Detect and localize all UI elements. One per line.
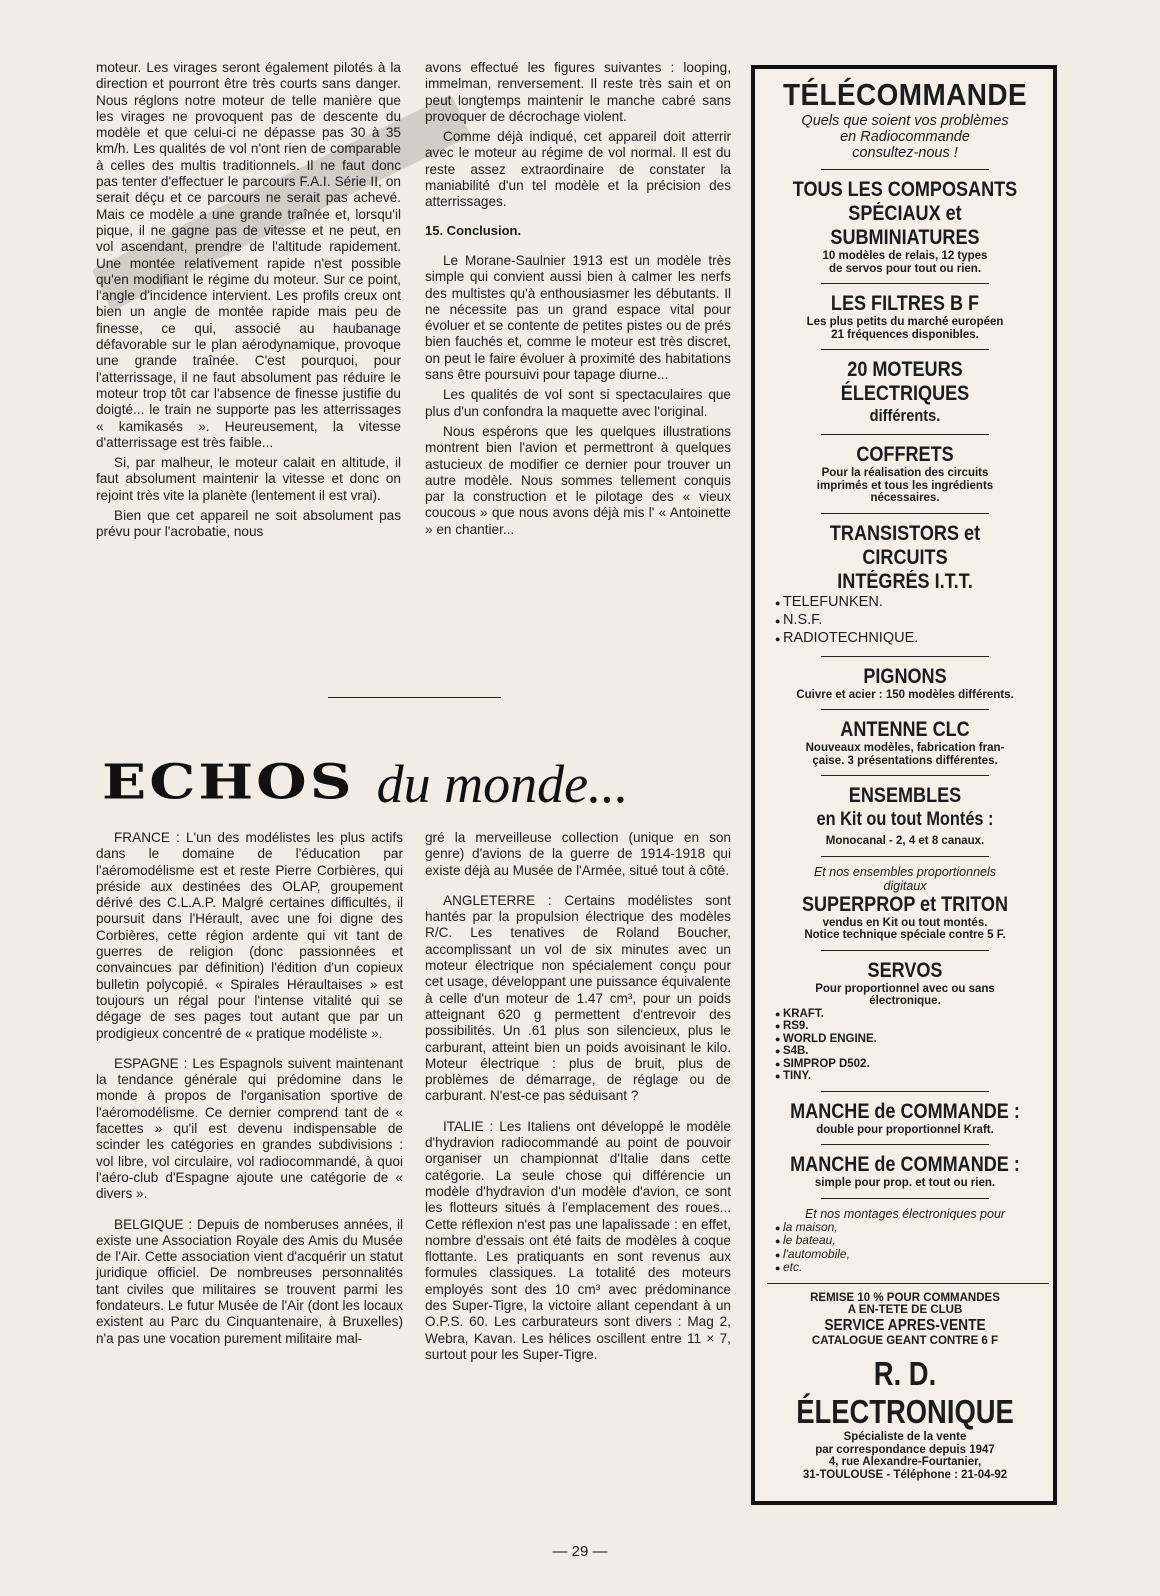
ad-subtext: Spécialiste de la vente (843, 1431, 967, 1443)
advertisement-box (751, 65, 1057, 1505)
ad-subtext: CATALOGUE GEANT CONTRE 6 F (811, 1334, 999, 1347)
ad-subtext: çaise. 3 présentations différentes. (812, 754, 998, 767)
ad-subtext: Et nos montages électroniques pour (804, 1206, 1006, 1221)
ad-subtext: par correspondance depuis 1947 (815, 1443, 995, 1456)
ad-divider (821, 513, 989, 514)
ad-heading: TRANSISTORS et CIRCUITS (829, 521, 981, 569)
transistor-brand-list (767, 594, 1043, 648)
ad-heading: SERVOS (867, 958, 943, 982)
article-paragraph: moteur. Les virages seront également pilotés à la direction et pourront être très courts sans danger. Nous réglons notre moteur de telle manière que les virages ne provoquent pas de descente du modèle et que celui-ci ne dépasse pas 30 à 35 km/h. Les qualités de vol n'ont rien de comparable à celles des multis traditionnels. Il ne faut donc pas tenter d'effectuer le parcours F.A.I. Série II, on serait déçu et ce parcours ne serait pas achevé. Mais ce modèle a une grande traînée et, lorsqu'il pique, il ne gagne pas de vitesse et ne peut, en vol ascendant, prendre de l'altitude rapidement. Une montée relativement rapide n'est possible qu'en modifiant le régime du moteur. Sur ce point, l'angle d'incidence intervient. Les profils creux ont bien un angle de montée rapide mais peu de finesse, ce qui, associé au haubanage défavorable sur le plan aérodynamique, provoque une grande traînée. C'est pourquoi, pour l'atterrissage, il ne faut absolument pas réduire le moteur trop tôt car l'absence de finesse justifie du doigté... le train ne supporte pas les atterrissages « kamikasés ». Heureusement, la vitesse d'atterrissage est très faible... (96, 60, 401, 450)
ad-subtext: Pour proportionnel avec ou sans (815, 982, 995, 995)
list-item: ● KRAFT. (775, 1008, 1043, 1021)
ad-subtext: Notice technique spéciale contre 5 F. (804, 929, 1006, 941)
section-heading: 15. Conclusion. (425, 222, 522, 238)
echos-paragraph: ITALIE : Les Italiens ont développé le modèle d'hydravion radiocommandé au point de pouvoir organiser un championnat d'Italie dans cette catégorie. La seule chose qui différencie un modèle d'hydravion d'un modèle d'avion, ce sont les flotteurs situés à l'emplacement des roues... Cette réflexion n'est pas une lapalissade : en effet, nombre d'essais ont été faits de modèles à coque flottante. Les pratiquants en sont revenus aux formules classiques. La totalité des moteurs employés sont des 10 cm³ avec prédominance des Super-Tigre, la victoire allant cependant à un O.P.S. 60. Les carburateurs sont divers : Mag 2, Webra, Kavan. Les hélices oscillent entre 11 × 7, surtout pour les Super-Tigre. (425, 1118, 731, 1362)
ad-intro-line: Quels que soient vos problèmes (801, 113, 1009, 129)
ad-heading: ENSEMBLES (848, 784, 962, 807)
article-paragraph: avons effectué les figures suivantes : looping, immelman, renversement. Il reste très sain et on peut longtemps maintenir le manche cabré sans provoquer de décrochage violent. (425, 60, 731, 124)
list-item: ● WORLD ENGINE. (775, 1033, 1043, 1046)
montage-list (767, 1221, 1043, 1275)
ad-heading: SUPERPROP et TRITON (801, 892, 1009, 916)
ad-heading: 20 MOTEURS ÉLECTRIQUES (840, 358, 970, 405)
echos-paragraph: FRANCE : L'un des modélistes les plus actifs dans le domaine de l'éducation par l'aéromodélisme est et reste Pierre Corbières, qui préside aux destinées des OLAP, groupement dérivé des C.L.A.P. Malgré certaines difficultés, il poursuit dans l'Hérault, avec une foi digne des Corbières, cette région ardente qui vit tant de guerres de religion (donc passionnées et convaincues par définition) l'édition d'un copieux bulletin polycopié. « Spirales Héraultaises » est toujours un régal pour l'intense vitalité qui se dégage de ses pages tout autant que par un prodigieux concentré de « pratique modéliste ». (96, 830, 403, 1041)
ad-heading: SERVICE APRES-VENTE (824, 1316, 986, 1334)
ad-subtext: 31-TOULOUSE - Téléphone : 21-04-92 (802, 1468, 1008, 1481)
article-paragraph: Comme déjà indiqué, cet appareil doit atterrir avec le moteur au régime de vol normal. Il est du reste assez extraordinaire de constater la maniabilité d'un tel modèle et la précision des atterrissages. (425, 129, 731, 210)
echos-paragraph: BELGIQUE : Depuis de nomberuses années, il existe une Association Royale des Amis du Musée de l'Air. Cette association vient d'acquérir un statut juridique officiel. De nombreuses personnalités tant civiles que militaires se trouvent parmi les fondateurs. Le futur Musée de l'Air (dont les locaux existent au Parc du Cinquantenaire, à Bruxelles) n'a pas une vocation purement militaire mal- (96, 1216, 403, 1346)
ad-subtext: Les plus petits du marché européen (806, 316, 1004, 328)
ad-divider (821, 283, 989, 284)
ad-heading: MANCHE de COMMANDE : (790, 1099, 1020, 1123)
article-paragraph: Nous espérons que les quelques illustrations montrent bien l'avion et permettront à quelques astucieux de modifier ce dernier pour trouver un autre modèle. Nous sommes tellement conquis par la construction et le pilotage des « vieux coucous » que nous avons déjà mis l' « Antoinette » en chantier... (425, 423, 731, 537)
ad-divider (821, 1198, 989, 1199)
ad-subtext: vendus en Kit ou tout montés. (822, 916, 988, 929)
ad-heading: INTÉGRÉS I.T.T. (837, 569, 973, 593)
ad-subtext: Nouveaux modèles, fabrication fran- (805, 742, 1005, 754)
ad-subtext: 4, rue Alexandre-Fourtanier, (828, 1456, 982, 1468)
echos-title-bold: ECHOS (102, 754, 355, 810)
ad-heading: ANTENNE CLC (840, 718, 970, 741)
ad-heading: TOUS LES COMPOSANTS (792, 178, 1018, 201)
ad-subtext: simple pour prop. et tout ou rien. (814, 1177, 996, 1189)
ad-subtext: électronique. (869, 995, 941, 1007)
list-item: ● la maison, (775, 1221, 1043, 1235)
ad-intro-line: en Radiocommande (840, 129, 970, 145)
list-item: ● RS9. (775, 1020, 1043, 1033)
ad-subtext: de servos pour tout ou rien. (828, 262, 982, 275)
ad-subtext: Monocanal - 2, 4 et 8 canaux. (825, 835, 985, 847)
ad-heading: SPÉCIAUX et SUBMINIATURES (830, 202, 980, 249)
list-item: ● RADIOTECHNIQUE. (775, 630, 1043, 648)
ad-heading: différents. (869, 406, 941, 425)
page-number: — 29 — (552, 1543, 608, 1560)
echos-paragraph: ESPAGNE : Les Espagnols suivent maintenant la tendance générale qui prédomine dans le monde à propos de l'organisation sportive de l'aéromodélisme. Ce dernier comprend tant de « facettes » qu'il est devenu indispensable de scinder les catégories en grandes subdivisions : vol libre, vol circulaire, vol radiocommandé, à quoi l'aéro-club d'Espagne ajoute une catégorie de « divers ». (96, 1055, 403, 1202)
section-divider (328, 697, 501, 698)
list-item: ● N.S.F. (775, 612, 1043, 630)
ad-subtext: 10 modèles de relais, 12 types (822, 250, 988, 262)
echos-title-script: du monde... (376, 754, 629, 814)
list-item: ● TINY. (775, 1070, 1043, 1083)
list-item: ● TELEFUNKEN. (775, 594, 1043, 612)
servo-brand-list (767, 1008, 1043, 1083)
ad-heading: MANCHE de COMMANDE : (790, 1153, 1020, 1176)
article-column-left (96, 60, 401, 545)
ad-title: TÉLÉCOMMANDE (782, 77, 1028, 112)
echos-paragraph: gré la merveilleuse collection (unique en son genre) d'avions de la guerre de 1914-1918 qui existe déjà au Musée de l'Armée, situé tout à côté. (425, 830, 731, 878)
ad-heading: COFFRETS (856, 443, 954, 466)
ad-subtext: Pour la réalisation des circuits (821, 467, 989, 479)
ad-divider (821, 656, 989, 657)
ad-subtext: digitaux (883, 878, 927, 893)
ad-divider (821, 709, 989, 710)
echos-paragraph: ANGLETERRE : Certains modélistes sont hantés par la propulsion électrique des modèles R/C. Les tenatives de Roland Boucher, accomplissant un vol de six minutes avec un moteur électrique non spécialement conçu pour cet usage, développant une puissance équivalente à celle d'un moteur de 1.47 cm³, pour un poids atteignant 620 g permettent d'entrevoir des possibilités. Un .61 plus son silencieux, plus le carburant, atteint bien un poids avoisinant le kilo. Moteur électrique : plus de bruit, plus de problèmes de démarrage, de réglage ou de carburant. N'est-ce pas séduisant ? (425, 892, 731, 1104)
ad-divider (821, 775, 989, 776)
article-paragraph: Si, par malheur, le moteur calait en altitude, il faut absolument maintenir la vitesse et donc on rejoint très vite la planète (lentement il est vrai). (96, 455, 401, 503)
ad-heading: LES FILTRES B F (830, 292, 980, 315)
list-item: ● le bateau, (775, 1234, 1043, 1248)
ad-heading: en Kit ou tout Montés : (816, 809, 994, 830)
ad-divider (821, 1091, 989, 1092)
echos-heading (102, 748, 629, 814)
ad-subtext: 21 fréquences disponibles. (831, 328, 979, 341)
article-column-right (425, 60, 731, 542)
ad-subtext: REMISE 10 % POUR COMMANDES (810, 1291, 1000, 1304)
ad-subtext: double pour proportionnel Kraft. (816, 1123, 994, 1136)
ad-intro-line: consultez-nous ! (852, 145, 958, 161)
list-item: ● etc. (775, 1261, 1043, 1275)
ad-divider (821, 169, 989, 170)
company-name: R. D. ÉLECTRONIQUE (796, 1355, 1014, 1430)
echos-column-right (425, 830, 731, 1367)
list-item: ● S4B. (775, 1045, 1043, 1058)
ad-subtext: Cuivre et acier : 150 modèles différents. (796, 688, 1014, 701)
ad-subtext: imprimés et tous les ingrédients (816, 479, 994, 492)
article-paragraph: Bien que cet appareil ne soit absolument pas prévu pour l'acrobatie, nous (96, 508, 401, 540)
ad-subtext: Et nos ensembles proportionnels (813, 864, 997, 879)
ad-divider (821, 434, 989, 435)
ad-heading: PIGNONS (863, 664, 947, 688)
ad-subtext: nécessaires. (870, 492, 940, 504)
list-item: ● SIMPROP D502. (775, 1058, 1043, 1071)
ad-divider (821, 349, 989, 350)
article-paragraph: Le Morane-Saulnier 1913 est un modèle très simple qui convient aussi bien à calmer les nerfs des multistes qu'à enthousiasmer les débutants. Il ne nécessite pas un grand espace vital pour évoluer et se contente de petites pistes ou de prés bien fauchés et, comme le moteur est très discret, on peut le faire évoluer à proximité des habitations sans être poursuivi pour tapage diurne... (425, 252, 731, 383)
list-item: ● l'automobile, (775, 1248, 1043, 1262)
echos-column-left (96, 830, 403, 1351)
ad-subtext: A EN-TETE DE CLUB (847, 1304, 963, 1316)
ad-divider (821, 856, 989, 857)
ad-divider (821, 950, 989, 951)
ad-divider (767, 1283, 1049, 1284)
article-paragraph: Les qualités de vol sont si spectaculaires que plus d'un confondra la maquette avec l'original. (425, 387, 731, 419)
ad-divider (821, 1144, 989, 1145)
